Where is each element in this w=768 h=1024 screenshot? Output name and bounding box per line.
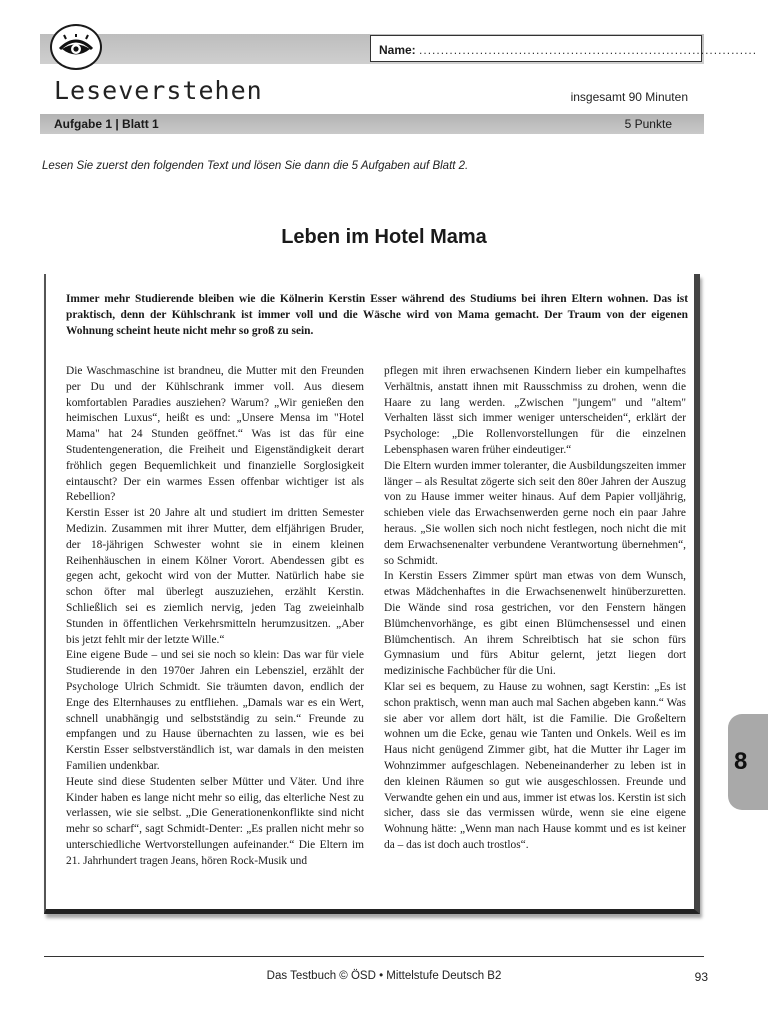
footer-text: Das Testbuch © ÖSD • Mittelstufe Deutsch B2 xyxy=(266,970,502,982)
instructions: Lesen Sie zuerst den folgenden Text und lösen Sie dann die 5 Aufgaben auf Blatt 2. xyxy=(42,160,469,172)
points-label: 5 Punkte xyxy=(624,117,672,131)
article-lead: Immer mehr Studierende bleiben wie die Kölnerin Kerstin Esser während des Studiums bei ihren Eltern wohnen. Das ist praktisch, denn der Kühlschrank ist immer voll und die Wäsche wird von Mama gemacht. Der Traum von der eigenen Wohnung scheint heute nicht mehr so groß zu sein. xyxy=(66,293,688,337)
paragraph: Heute sind diese Studenten selber Mütter und Väter. Und ihre Kinder haben es lange nicht mehr so eilig, das elterliche Nest zu verlassen, wie sie selbst. „Die Generationenkonflikte sind nicht mehr so scharf“, sagt Schmidt-Denter: „Es prallen nicht mehr so unterschiedliche Wertvorstellungen aufeinander.“ Die Eltern im 21. Jahrhundert tragen Jeans, hören Rock-Musik und xyxy=(66,775,364,867)
section-title: Leseverstehen xyxy=(54,76,263,105)
article-column-left xyxy=(66,364,364,870)
task-label: Aufgabe 1 | Blatt 1 xyxy=(54,117,159,131)
article-box xyxy=(44,274,700,914)
paragraph: In Kerstin Essers Zimmer spürt man etwas von dem Wunsch, etwas Mädchenhaftes in die Erwachsenenwelt hinüberzuretten. Die Wände sind rosa gestrichen, vor den Fenstern hängen Blümchenvorhänge, es gibt einen Blümchensessel und einen Blümchentisch. An ihrem Schreibtisch hat sie schon fürs Gymnasium und fürs Abitur gelernt, jetzt liegen dort medizinische Fachbücher für die Uni. xyxy=(384,570,686,678)
article-column-right xyxy=(384,364,686,854)
paragraph: Eine eigene Bude – und sei sie noch so klein: Das war für viele Studierende in den 1970er Jahren ein Lebensziel, erzählt der Psychologe Ulrich Schmidt. Sie träumten davon, endlich der Enge des Elternhauses zu entfliehen. „Damals war es ein Wert, schnell unabhängig und selbstständig zu sein.“ Freunde zu empfangen und zu Hause übernachten zu lassen, wie es bei Kerstin Esser selbstverständlich ist, war damals in den meisten Familien undenkbar. xyxy=(66,649,364,772)
paragraph: Die Eltern wurden immer toleranter, die Ausbildungszeiten immer länger – als Resultat zögerte sich seit den 80er Jahren der Auszug von zu Hause immer weiter hinaus. Auf dem Papier volljährig, schieben viele das Erwachsenwerden gerne noch ein paar Jahre heraus. „Sie wollen sich noch nicht festlegen, noch nicht die mit dem Erwachsenenalter verbundene Verantwortung übernehmen“, so Schmidt. xyxy=(384,459,686,567)
article-title: Leben im Hotel Mama xyxy=(281,226,487,248)
page-number: 93 xyxy=(694,970,708,984)
footer-divider xyxy=(44,956,704,957)
chapter-tab: 8 xyxy=(728,714,768,810)
name-dots: .............................................................................. xyxy=(419,43,758,57)
eye-icon xyxy=(50,24,102,70)
task-bar xyxy=(40,114,704,134)
paragraph: pflegen mit ihren erwachsenen Kindern lieber ein kumpelhaftes Verhältnis, anstatt ihnen mit Rausschmiss zu drohen, wenn die Haare zu lang werden. „Zwischen "jungem" und "altem" Verhalten lässt sich immer weniger unterscheiden“, erklärt der Psychologe: „Die Rollenvorstellungen für die einzelnen Lebensphasen waren früher eindeutiger.“ xyxy=(384,365,686,456)
paragraph: Die Waschmaschine ist brandneu, die Mutter mit den Freunden per Du und der Kühlschrank immer voll. Aus diesem komfortablen Paradies ausziehen? Warum? „Wir genießen den heimischen Luxus“, heißt es und: „Unsere Mensa im "Hotel Mama" hat 24 Stunden geöffnet.“ Was ist das für eine Studentengeneration, die Freiheit und Eigenständigkeit derart fröhlich gegen Bequemlichkeit und finanzielle Sorglosigkeit eintauscht? Der ein warmes Essen offenbar wichtiger ist als Rebellion? xyxy=(66,365,364,504)
paragraph: Kerstin Esser ist 20 Jahre alt und studiert im dritten Semester Medizin. Zusammen mit ihrer Mutter, dem elfjährigen Bruder, der 18-jährigen Schwester wohnt sie in einem kleinen Reihenhäuschen in einem Kölner Vorort. Abendessen gibt es gegen acht, gekocht wird von der Mutter. Natürlich habe sie schon öfter mal überlegt auszuziehen, erzählt Kerstin. Schließlich sei es ziemlich nervig, jeden Tag zweieinhalb Stunden in öffentlichen Verkehrsmitteln herumzusitzen. „Aber bis jetzt fehlt mir der letzte Wille.“ xyxy=(66,507,364,646)
name-field[interactable] xyxy=(370,35,758,62)
name-label: Name: xyxy=(379,43,416,57)
total-time: insgesamt 90 Minuten xyxy=(570,90,688,104)
paragraph: Klar sei es bequem, zu Hause zu wohnen, sagt Kerstin: „Es ist schon praktisch, wenn man auch mal Sachen abgeben kann.“ Was sie aber vor allem dort hält, ist die Familie. Die Großeltern wohnen um die Ecke, genau wie Tanten und Onkels. Weil es im Haus nicht genügend Zimmer gibt, hat die Mutter ihr Lager im Wohnzimmer aufgeschlagen. Nebeneinanderher zu leben ist in den kleinen Räumen so gut wie ausgeschlossen. Freunde und Verwandte gehen ein und aus, immer ist etwas los. Kerstin ist sich sicher, dass sie das vermissen würde, wenn sie eine eigene Wohnung hätte: „Wenn man nach Hause kommt und es ist keiner da – das ist doch auch trostlos“. xyxy=(384,680,686,851)
